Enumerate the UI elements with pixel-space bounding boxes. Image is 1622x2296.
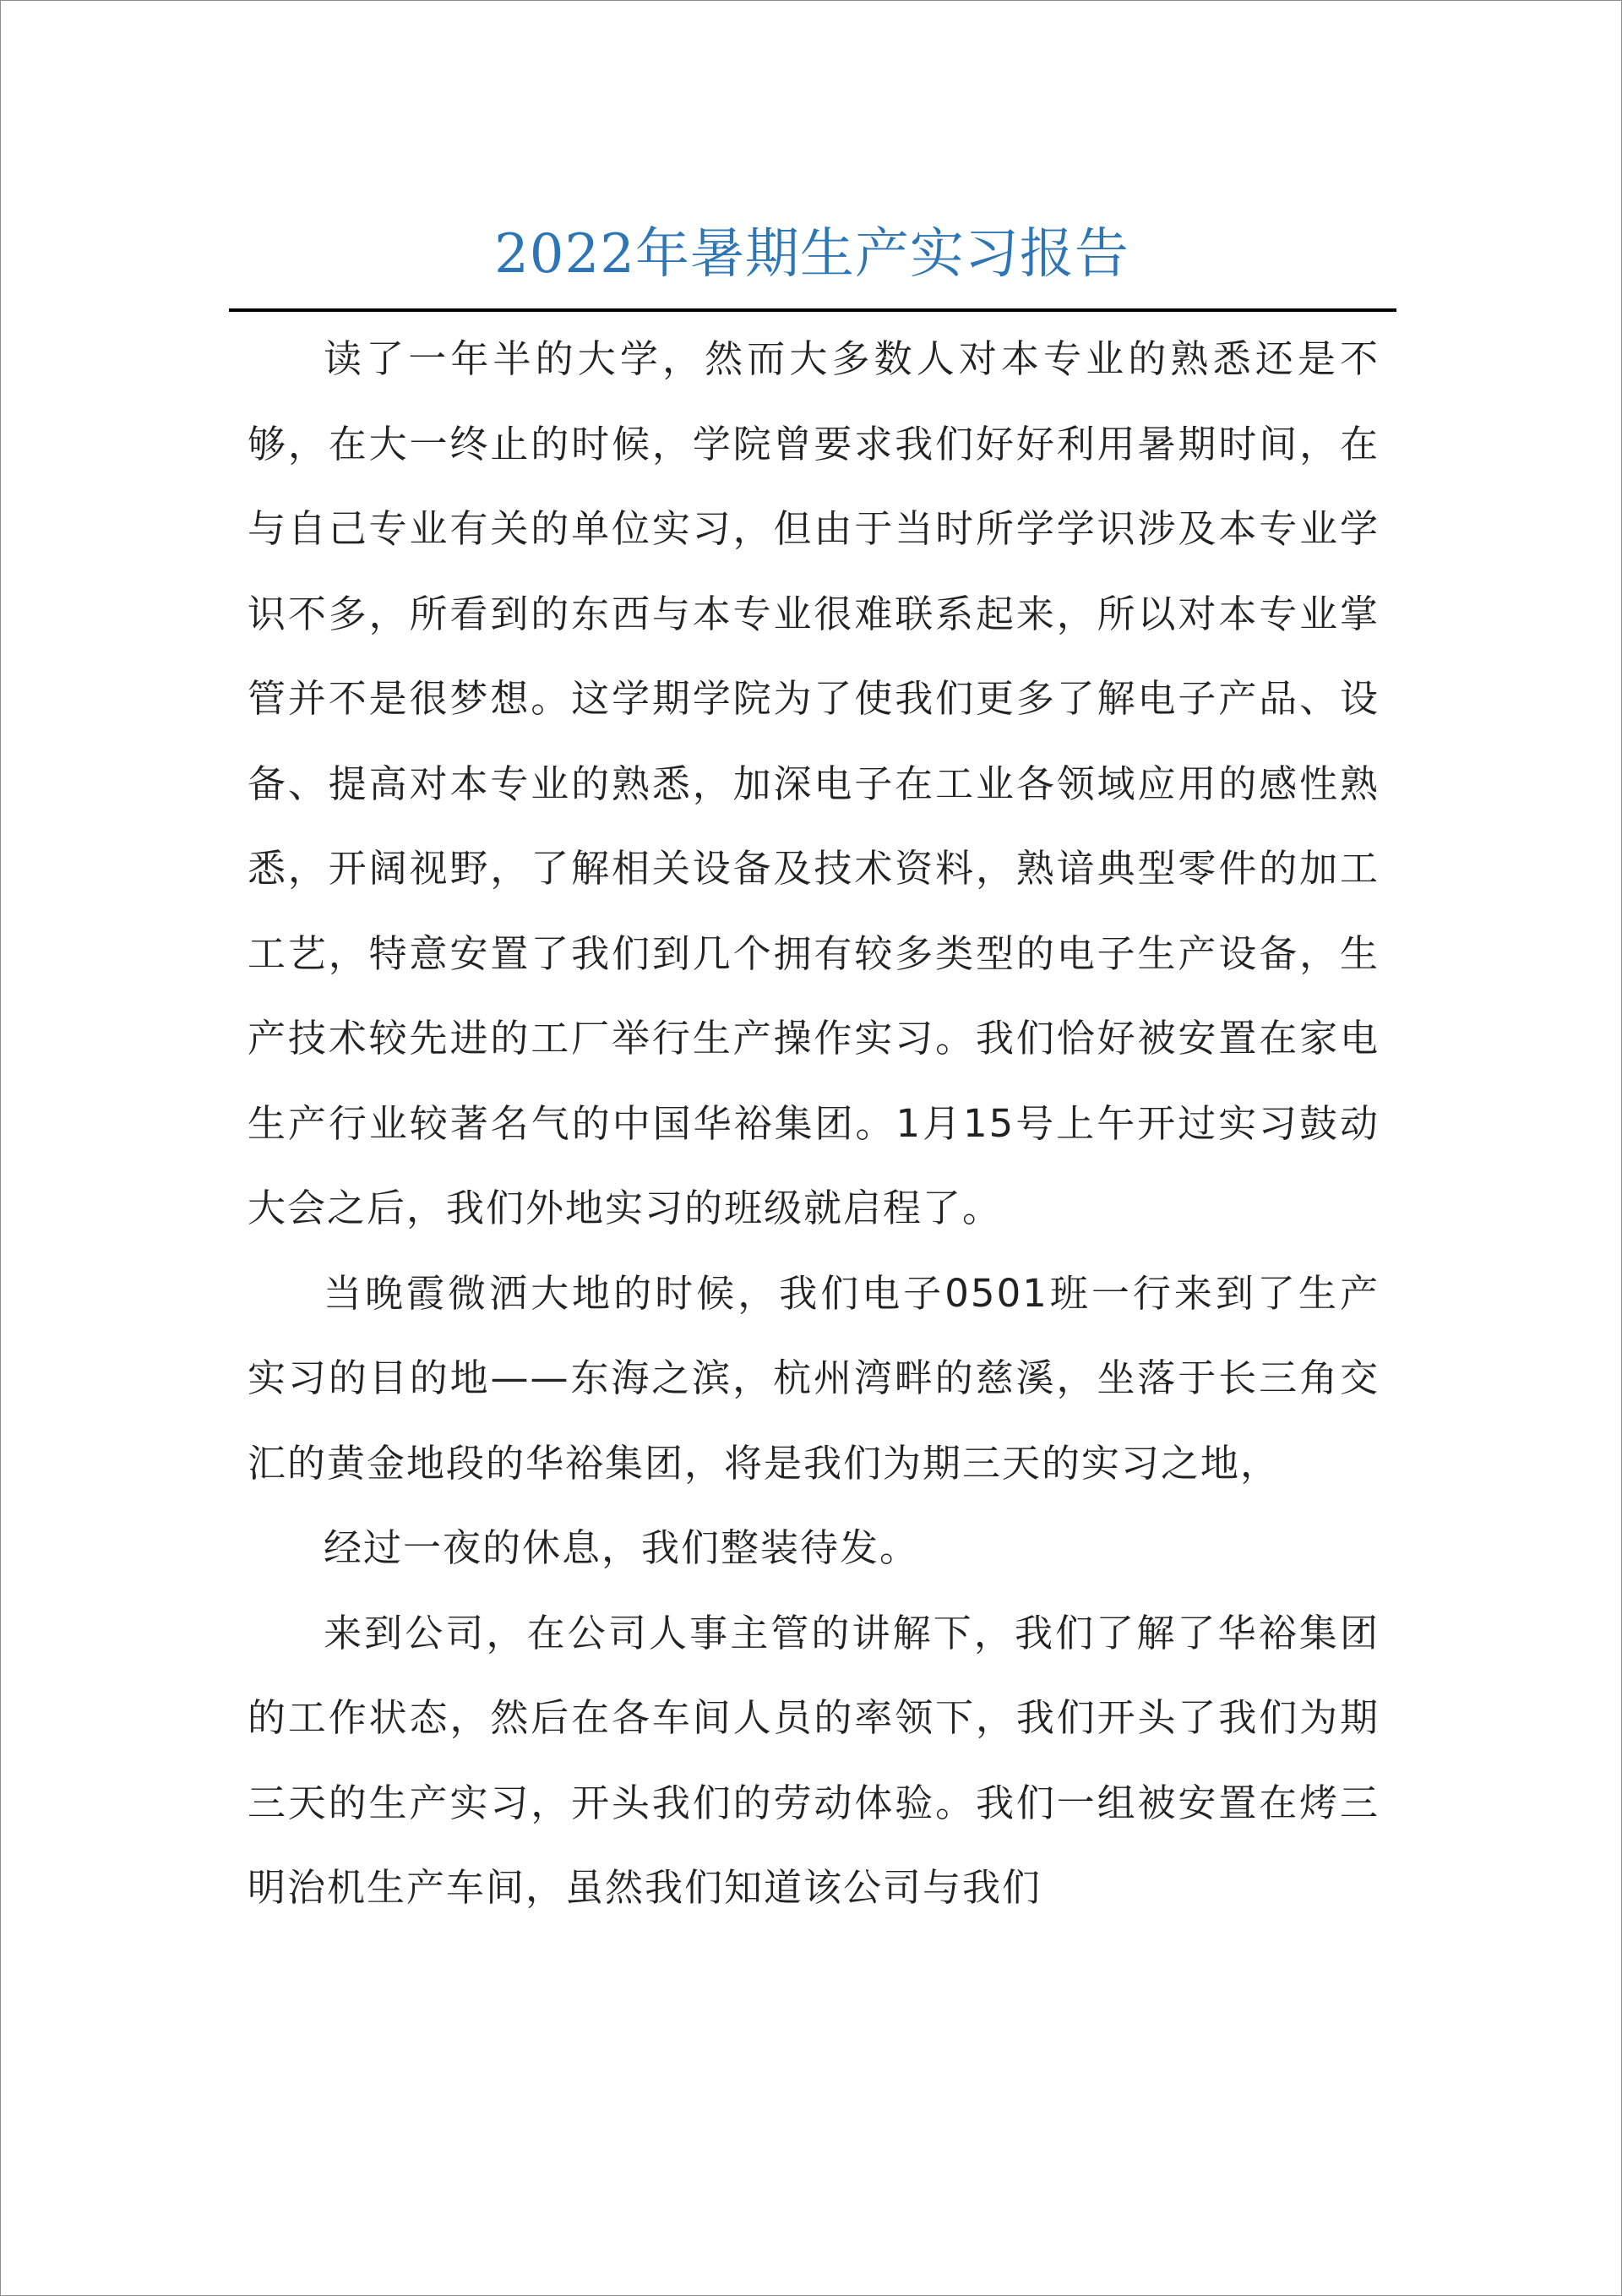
title-underline — [229, 308, 1396, 312]
paragraph-2: 当晚霞微洒大地的时候，我们电子0501班一行来到了生产实习的目的地——东海之滨，杭州湾畔的慈溪，坐落于长三角交汇的黄金地段的华裕集团，将是我们为期三天的实习之地， — [248, 1270, 1380, 1486]
paragraph-1: 读了一年半的大学，然而大多数人对本专业的熟悉还是不够，在大一终止的时候，学院曾要求我们好好利用暑期时间，在与自己专业有关的单位实习，但由于当时所学学识涉及本专业学识不多，所看到的东西与本专业很难联系起来，所以对本专业掌管并不是很梦想。这学期学院为了使我们更多了解电子产品、设备、提高对本专业的熟悉，加深电子在工业各领域应用的感性熟悉，开阔视野，了解相关设备及技术资料，熟谙典型零件的加工工艺，特意安置了我们到几个拥有较多类型的电子生产设备，生产技术较先进的工厂举行生产操作实习。我们恰好被安置在家电生产行业较著名气的中国华裕集团。1月15号上午开过实习鼓动大会之后，我们外地实习的班级就启程了。 — [248, 336, 1380, 1230]
document-body — [248, 317, 1380, 1931]
paragraph-3: 经过一夜的休息，我们整装待发。 — [324, 1525, 920, 1570]
paragraph-4: 来到公司，在公司人事主管的讲解下，我们了解了华裕集团的工作状态，然后在各车间人员的率领下，我们开头了我们为期三天的生产实习，开头我们的劳动体验。我们一组被安置在烤三明治机生产车间，虽然我们知道该公司与我们 — [248, 1610, 1380, 1910]
document-title: 2022年暑期生产实习报告 — [494, 223, 1129, 286]
